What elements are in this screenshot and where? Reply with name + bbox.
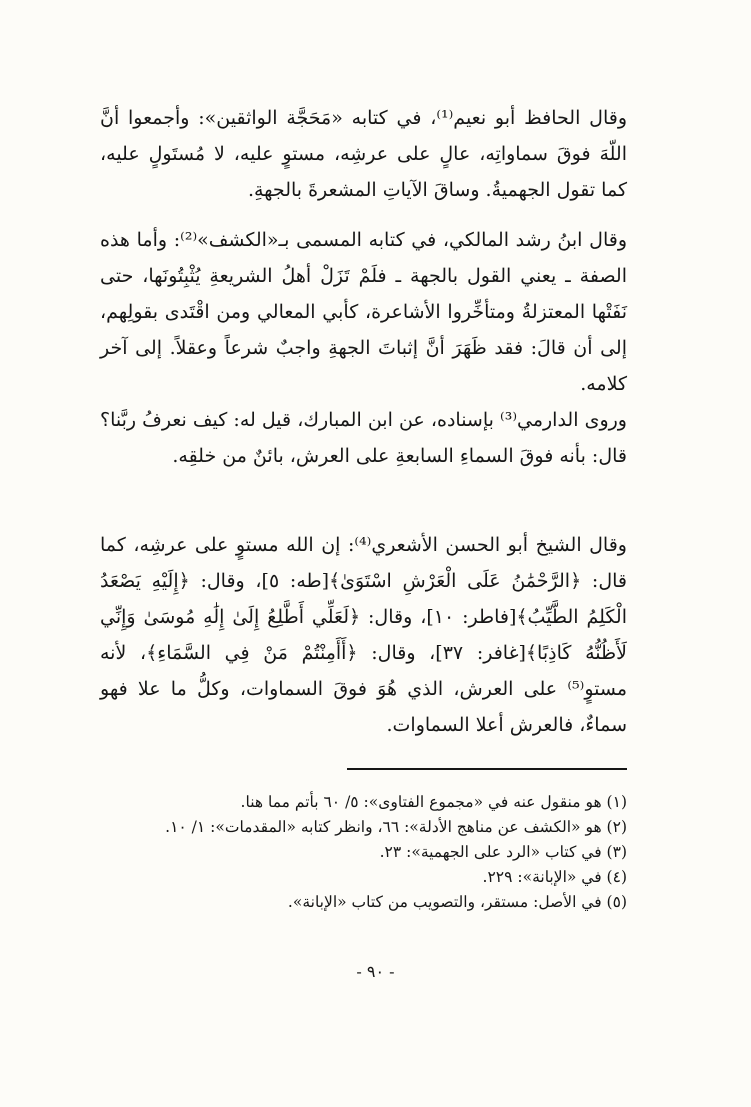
footnote-4: (٤) في «الإبانة»: ٢٢٩. (482, 868, 627, 886)
footnote-divider (347, 768, 627, 770)
paragraph-abu-nuaim: وقال الحافظ أبو نعيم⁽¹⁾، في كتابه «مَحَجَّة الواثقين»: وأجمعوا أنَّ اللّهَ فوقَ سماواتِه، عالٍ على عرشِه، مستوٍ عليه، لا مُستَولٍ عليه، كما تقول الجهميةُ. وساقَ الآياتِ المشعرةَ بالجهةِ. (100, 107, 627, 201)
footnotes (140, 790, 627, 915)
paragraph-ibn-rushd: وقال ابنُ رشد المالكي، في كتابه المسمى بـ«الكشف»⁽²⁾: وأما هذه الصفة ـ يعني القول بالجهة ـ فلَمْ تَزَلْ أهلُ الشريعةِ يُثْبِتُونَها، حتى نَفَتْها المعتزلةُ ومتأخِّروا الأشاعرة، كأبي المعالي ومن اقْتَدى بقولِهم، إلى أن قالَ: فقد ظَهَرَ أنَّ إثباتَ الجهةِ واجبٌ شرعاً وعقلاً. إلى آخر كلامه. (100, 229, 627, 395)
paragraph-ashari: وقال الشيخ أبو الحسن الأشعري⁽⁴⁾: إن الله مستوٍ على عرشِه، كما قال: ﴿الرَّحْمَٰنُ عَلَى الْعَرْشِ اسْتَوَىٰ﴾[طه: ٥]، وقال: ﴿إِلَيْهِ يَصْعَدُ الْكَلِمُ الطَّيِّبُ﴾[فاطر: ١٠]، وقال: ﴿لَعَلِّي أَطَّلِعُ إِلَىٰ إِلَٰهِ مُوسَىٰ وَإِنِّي لَأَظُنُّهُ كَاذِبًا﴾[غافر: ٣٧]، وقال: ﴿أَأَمِنْتُمْ مَنْ فِي السَّمَاءِ﴾، لأنه مستوٍ⁽⁵⁾ على العرش، الذي هُوَ فوقَ السماوات، وكلُّ ما علا فهو سماءٌ، فالعرش أعلا السماوات. (100, 534, 627, 736)
page-number: - ٩٠ - (356, 962, 395, 981)
footnote-2: (٢) هو «الكشف عن مناهج الأدلة»: ٦٦، وانظر كتابه «المقدمات»: ١/ ١٠. (165, 818, 627, 836)
paragraph-darimi: وروى الدارمي⁽³⁾ بإسناده، عن ابن المبارك، قيل له: كيف نعرفُ ربَّنا؟ قال: بأنه فوقَ السماءِ السابعةِ على العرش، بائنٌ من خلقِه. (100, 409, 627, 467)
footnote-3: (٣) في كتاب «الرد على الجهمية»: ٢٣. (379, 843, 627, 861)
footnote-5: (٥) في الأصل: مستقر، والتصويب من كتاب «الإبانة». (287, 893, 627, 911)
footnote-1: (١) هو منقول عنه في «مجموع الفتاوى»: ٥/ ٦٠ بأتم مما هنا. (240, 793, 627, 811)
